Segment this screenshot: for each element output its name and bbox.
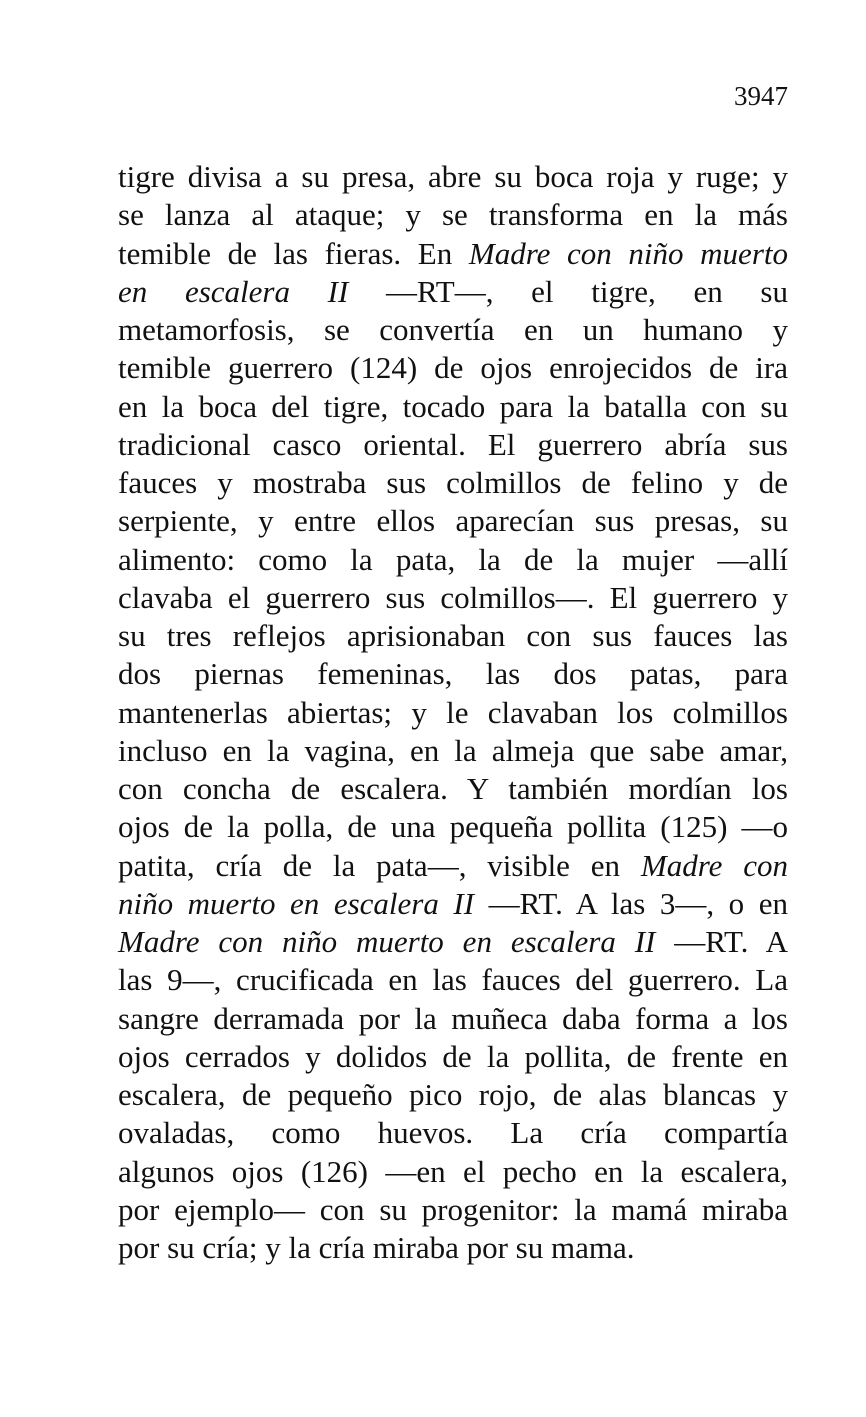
text-line bbox=[118, 770, 788, 808]
page-number: 3947 bbox=[734, 81, 788, 111]
text-segment: las 9—, crucificada en las fauces del guerrero. La bbox=[118, 962, 788, 998]
text-segment: fauces y mostraba sus colmillos de felino y de bbox=[118, 465, 788, 500]
text-segment: sangre derramada por la muñeca daba forma a los bbox=[118, 1000, 788, 1036]
text-line bbox=[118, 1114, 788, 1152]
italic-title: en escalera II bbox=[118, 273, 349, 309]
text-segment: clavaba el guerrero sus colmillos—. El guerrero y bbox=[118, 579, 788, 615]
text-segment: escalera, de pequeño pico rojo, de alas blancas y bbox=[118, 1077, 788, 1112]
italic-title: niño muerto en escalera II bbox=[118, 885, 475, 921]
text-segment: mantenerlas abiertas; y le clavaban los colmillos bbox=[118, 694, 788, 730]
text-line bbox=[118, 426, 788, 464]
text-segment: ojos cerrados y dolidos de la pollita, de frente en bbox=[118, 1038, 788, 1074]
text-segment: alimento: como la pata, la de la mujer —allí bbox=[118, 541, 788, 577]
text-segment: serpiente, y entre ellos aparecían sus presas, su bbox=[118, 503, 788, 539]
text-line bbox=[118, 1038, 788, 1076]
italic-title: Madre con niño muerto en escalera II bbox=[118, 924, 656, 959]
text-segment: patita, cría de la pata—, visible en bbox=[118, 847, 641, 883]
text-line bbox=[118, 1076, 788, 1114]
text-line bbox=[118, 694, 788, 732]
text-segment: con concha de escalera. Y también mordían los bbox=[118, 771, 788, 806]
text-segment: temible guerrero (124) de ojos enrojecidos de ira bbox=[118, 350, 788, 386]
text-line bbox=[118, 388, 788, 426]
text-line bbox=[118, 235, 788, 273]
text-line bbox=[118, 732, 788, 770]
text-line bbox=[118, 579, 788, 617]
text-segment: tradicional casco oriental. El guerrero abría sus bbox=[118, 426, 788, 462]
text-segment: algunos ojos (126) —en el pecho en la escalera, bbox=[118, 1153, 788, 1189]
text-line bbox=[118, 541, 788, 579]
text-line bbox=[118, 885, 788, 923]
text-line bbox=[118, 502, 788, 540]
text-line bbox=[118, 464, 788, 502]
text-segment: su tres reflejos aprisionaban con sus fauces las bbox=[118, 618, 788, 653]
text-line bbox=[118, 808, 788, 846]
text-segment: —RT. A las 3—, o en bbox=[474, 885, 788, 921]
text-segment: ojos de la polla, de una pequeña pollita (125) —o bbox=[118, 809, 788, 845]
text-segment: temible de las fieras. En bbox=[118, 235, 469, 271]
text-line bbox=[118, 923, 788, 961]
text-segment: en la boca del tigre, tocado para la batalla con su bbox=[118, 388, 788, 424]
text-line bbox=[118, 1229, 788, 1267]
text-line bbox=[118, 349, 788, 387]
italic-title: Madre con niño muerto bbox=[468, 235, 788, 271]
text-line bbox=[118, 196, 788, 234]
text-segment: se lanza al ataque; y se transforma en la más bbox=[118, 197, 788, 233]
text-line bbox=[118, 961, 788, 999]
text-segment: ovaladas, como huevos. La cría compartía bbox=[118, 1115, 788, 1151]
text-line bbox=[118, 158, 788, 196]
text-line bbox=[118, 1000, 788, 1038]
text-line bbox=[118, 847, 788, 885]
text-line bbox=[118, 311, 788, 349]
text-segment: —RT. A bbox=[655, 924, 788, 959]
body-text bbox=[118, 158, 788, 1267]
text-segment: —RT—, el tigre, en su bbox=[348, 273, 788, 309]
text-segment: por su cría; y la cría miraba por su mama. bbox=[118, 1230, 635, 1265]
text-segment: dos piernas femeninas, las dos patas, para bbox=[118, 656, 788, 692]
text-segment: por ejemplo— con su progenitor: la mamá miraba bbox=[118, 1191, 788, 1227]
text-line bbox=[118, 1191, 788, 1229]
text-line bbox=[118, 1153, 788, 1191]
text-line bbox=[118, 617, 788, 655]
text-segment: incluso en la vagina, en la almeja que sabe amar, bbox=[118, 732, 788, 768]
text-line bbox=[118, 655, 788, 693]
italic-title: Madre con bbox=[640, 847, 788, 883]
text-segment: metamorfosis, se convertía en un humano y bbox=[118, 312, 788, 347]
text-segment: tigre divisa a su presa, abre su boca roja y ruge; y bbox=[118, 159, 788, 194]
text-line bbox=[118, 273, 788, 311]
